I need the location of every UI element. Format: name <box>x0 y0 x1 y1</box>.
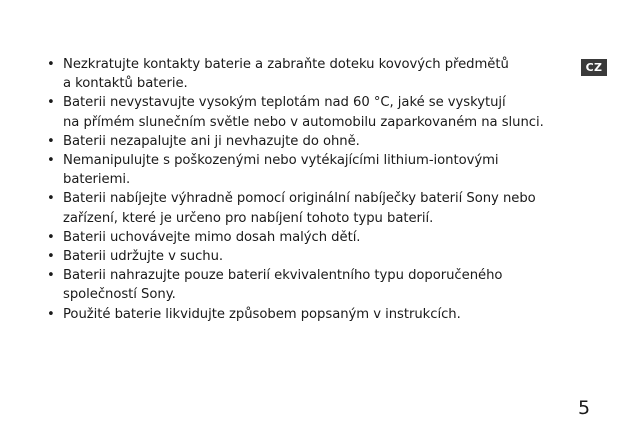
bullet-icon: • <box>47 153 55 169</box>
list-item-text: Použité baterie likvidujte způsobem popsaným v instrukcích. <box>63 306 461 322</box>
list-item: • Baterii nabíjejte výhradně pomocí originální nabíječky baterií Sony nebo zařízení, které je určeno pro nabíjení tohoto typu baterií. <box>47 191 536 226</box>
bullet-icon: • <box>47 57 55 72</box>
bullet-icon: • <box>47 268 55 284</box>
list-item: • Baterii nevystavujte vysokým teplotám nad 60 °C, jaké se vyskytují na přímém slunečním světle nebo v automobilu zaparkovaném na slunci. <box>47 95 544 130</box>
list-item-text: Baterii udržujte v suchu. <box>63 249 224 265</box>
bullet-icon: • <box>47 229 55 245</box>
list-item <box>45 247 565 266</box>
bullet-icon: • <box>47 133 55 149</box>
battery-safety-list <box>45 55 565 324</box>
page-number: 5 <box>578 397 591 419</box>
list-item <box>45 132 565 151</box>
list-item-text: Baterii nezapalujte ani ji nevhazujte do ohně. <box>63 133 360 149</box>
list-item <box>45 305 565 324</box>
list-item <box>45 228 565 247</box>
bullet-icon: • <box>47 249 55 265</box>
bullet-icon: • <box>47 306 55 322</box>
language-tab: CZ <box>581 59 607 76</box>
bullet-icon: • <box>47 95 55 111</box>
bullet-icon: • <box>47 191 55 207</box>
list-item: • Nemanipulujte s poškozenými nebo vytékajícími lithium-iontovými bateriemi. <box>47 153 499 188</box>
list-item: • Baterii nahrazujte pouze baterií ekvivalentního typu doporučeného společností Sony. <box>47 268 503 303</box>
list-item-text: Baterii uchovávejte mimo dosah malých dětí. <box>63 229 361 245</box>
list-item: • Nezkratujte kontakty baterie a zabraňte doteku kovových předmětů a kontaktů baterie. <box>47 57 509 92</box>
